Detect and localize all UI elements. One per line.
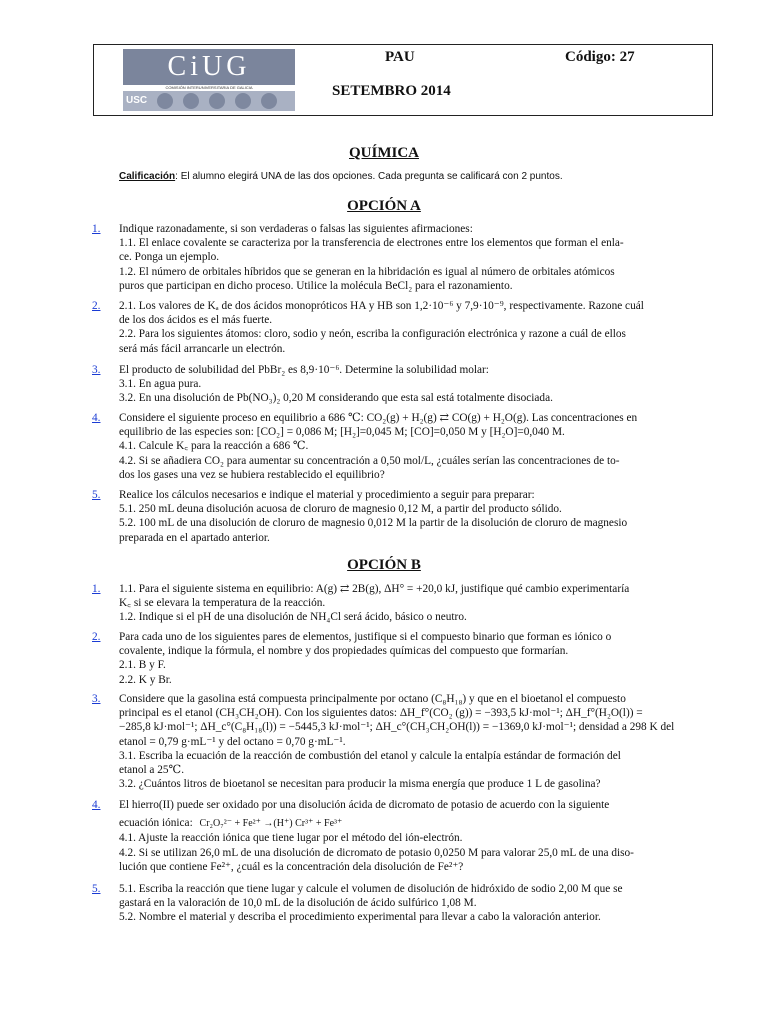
question-line: 5.1. Escriba la reacción que tiene lugar y calcule el volumen de disolución de hidróxido de sodio 2,00 M que se [119, 883, 623, 895]
subject-title: QUÍMICA [349, 145, 419, 161]
university-seal-icon [261, 93, 277, 109]
question-b4 [92, 798, 712, 874]
question-line: Para cada uno de los siguientes pares de elementos, justifique si el compuesto binario que forman es iónico o [119, 631, 612, 643]
question-line: 2.1. B y F. [119, 659, 166, 672]
question-line: lución que contiene Fe²⁺, ¿cuál es la concentración dela disolución de Fe²⁺? [119, 860, 464, 873]
question-line: puros que participan en dicho proceso. Utilice la molécula BeCl₂ para el razonamiento. [119, 279, 513, 292]
university-seal-icon [183, 93, 199, 109]
logo-text: CiUG [123, 49, 295, 85]
question-line: 5.2. Nombre el material y describa el procedimiento experimental para llevar a cabo la valoración anterior. [119, 911, 601, 924]
grading-note [119, 171, 563, 182]
question-line: covalente, indique la fórmula, el nombre y dos propiedades químicas del compuesto que formarían. [119, 645, 569, 658]
question-a3 [92, 363, 712, 406]
question-line: 3.1. Escriba la ecuación de la reacción de combustión del etanol y calcule la entalpía estándar de formación del [119, 749, 621, 762]
option-b-title: OPCIÓN B [347, 557, 421, 573]
logo-subtitle: COMISIÓN INTERUNIVERSITARIA DE GALICIA [123, 85, 295, 91]
exam-code: Código: 27 [565, 49, 635, 65]
question-line: El hierro(II) puede ser oxidado por una disolución ácida de dicromato de potasio de acuerdo con la siguiente [119, 799, 610, 811]
question-line: etanol a 25℃. [119, 764, 185, 777]
option-a-title: OPCIÓN A [347, 198, 421, 214]
question-b1 [92, 582, 712, 625]
question-line: 2.2. Para los siguientes átomos: cloro, sodio y neón, escriba la configuración electrónica y razone a cuál de ellos [119, 328, 626, 341]
question-line: Considere el siguiente proceso en equilibrio a 686 ℃: CO₂(g) + H₂(g) ⇄ CO(g) + H₂O(g). Las concentraciones en [119, 412, 638, 424]
question-line: ecuación iónica: [119, 817, 193, 830]
question-number-link[interactable]: 3. [92, 364, 101, 376]
question-line: 1.1. El enlace covalente se caracteriza por la transferencia de electrones entre los elementos que forman el enla- [119, 237, 624, 250]
ciug-logo [123, 49, 295, 111]
question-a5 [92, 488, 712, 545]
question-number-link[interactable]: 2. [92, 631, 101, 643]
question-line: Indique razonadamente, si son verdaderas o falsas las siguientes afirmaciones: [119, 223, 473, 235]
question-line: Considere que la gasolina está compuesta principalmente por octano (C₈H₁₈) y que en el bioetanol el compuesto [119, 693, 626, 705]
grading-text: : El alumno elegirá UNA de las dos opciones. Cada pregunta se calificará con 2 puntos. [175, 171, 563, 182]
question-line: −285,8 kJ·mol⁻¹; ΔH_c°(C₈H₁₈(l)) = −5445,3 kJ·mol⁻¹; ΔH_c°(CH₃CH₂OH(l)) = −1369,0 kJ·mol⁻¹; densidad a 298 K del [119, 721, 675, 734]
question-line: 3.2. ¿Cuántos litros de bioetanol se necesitan para producir la misma energía que produce 1 L de gasolina? [119, 778, 601, 791]
question-line: 1.2. Indique si el pH de una disolución de NH₄Cl será ácido, básico o neutro. [119, 611, 467, 624]
question-line: 4.1. Ajuste la reacción iónica que tiene lugar por el método del ión-electrón. [119, 832, 463, 845]
question-line: 5.2. 100 mL de una disolución de cloruro de magnesio 0,012 M la partir de la disolución de cloruro de magnesio [119, 517, 628, 530]
question-line: 1.1. Para el siguiente sistema en equilibrio: A(g) ⇄ 2B(g), ΔH° = +20,0 kJ, justifique qué cambio experimentaría [119, 583, 630, 595]
question-line: será más fácil arrancarle un electrón. [119, 342, 286, 355]
question-line: 4.2. Si se añadiera CO₂ para aumentar su concentración a 0,50 mol/L, ¿cuáles serían las concentraciones de to- [119, 454, 620, 467]
question-line: El producto de solubilidad del PbBr₂ es 8,9·10⁻⁶. Determine la solubilidad molar: [119, 364, 489, 376]
university-seal-icon [209, 93, 225, 109]
question-line: equilibrio de las especies son: [CO₂] = 0,086 M; [H₂]=0,045 M; [CO]=0,050 M y [H₂O]=0,040 M. [119, 426, 565, 439]
question-line: dos los gases una vez se hubiera restablecido el equilibrio? [119, 468, 385, 481]
exam-session: SETEMBRO 2014 [332, 83, 451, 99]
question-a4 [92, 411, 712, 482]
exam-name: PAU [385, 49, 415, 65]
question-line: 1.2. El número de orbitales híbridos que se generan en la hibridación es igual al número de orbitales atómicos [119, 265, 615, 278]
question-line: etanol = 0,79 g·mL⁻¹ y del octano = 0,70 g·mL⁻¹. [119, 735, 346, 748]
question-b5 [92, 882, 712, 925]
question-a1 [92, 222, 712, 293]
ionic-equation: Cr₂O₇²⁻ + Fe²⁺ →(H⁺) Cr³⁺ + Fe³⁺ [199, 818, 343, 830]
question-line: K꜀ si se elevara la temperatura de la reacción. [119, 597, 326, 610]
question-line: 3.1. En agua pura. [119, 378, 202, 391]
question-number-link[interactable]: 4. [92, 412, 101, 424]
question-number-link[interactable]: 4. [92, 799, 101, 811]
question-number-link[interactable]: 3. [92, 693, 101, 705]
question-line: 2.1. Los valores de Kₐ de dos ácidos monopróticos HA y HB son 1,2·10⁻⁶ y 7,9·10⁻⁹, respectivamente. Razone cuál [119, 300, 644, 312]
equation-line [119, 816, 712, 831]
grading-label: Calificación [119, 171, 176, 182]
question-line: 4.2. Si se utilizan 26,0 mL de una disolución de dicromato de potasio 0,0250 M para valorar 25,0 mL de una diso- [119, 846, 634, 859]
question-b3 [92, 692, 712, 791]
logo-seals [123, 91, 295, 111]
question-line: 5.1. 250 mL deuna disolución acuosa de cloruro de magnesio 0,12 M, a partir del producto sólido. [119, 503, 562, 516]
question-line: ce. Ponga un ejemplo. [119, 251, 220, 264]
question-a2 [92, 299, 712, 356]
question-number-link[interactable]: 5. [92, 489, 101, 501]
question-number-link[interactable]: 1. [92, 583, 101, 595]
question-line: Realice los cálculos necesarios e indique el material y procedimiento a seguir para preparar: [119, 489, 535, 501]
question-number-link[interactable]: 1. [92, 223, 101, 235]
university-seal-icon [235, 93, 251, 109]
question-line: 3.2. En una disolución de Pb(NO₃)₂ 0,20 M considerando que esta sal está totalmente disociada. [119, 392, 553, 405]
usc-label: USC [126, 95, 148, 106]
question-b2 [92, 630, 712, 687]
question-number-link[interactable]: 2. [92, 300, 101, 312]
question-line: principal es el etanol (CH₃CH₂OH). Con los siguientes datos: ΔH_f°(CO₂ (g)) = −393,5 kJ·mol⁻¹; ΔH_f°(H₂O(l)) = [119, 707, 643, 720]
question-line: 4.1. Calcule K꜀ para la reacción a 686 ℃. [119, 440, 309, 453]
question-line: gastará en la valoración de 10,0 mL de la disolución de ácido sulfúrico 1,08 M. [119, 897, 477, 910]
question-line: 2.2. K y Br. [119, 673, 172, 686]
university-seal-icon [157, 93, 173, 109]
question-line: preparada en el apartado anterior. [119, 531, 270, 544]
question-line: de los dos ácidos es el más fuerte. [119, 314, 273, 327]
header-box [93, 44, 713, 116]
question-number-link[interactable]: 5. [92, 883, 101, 895]
